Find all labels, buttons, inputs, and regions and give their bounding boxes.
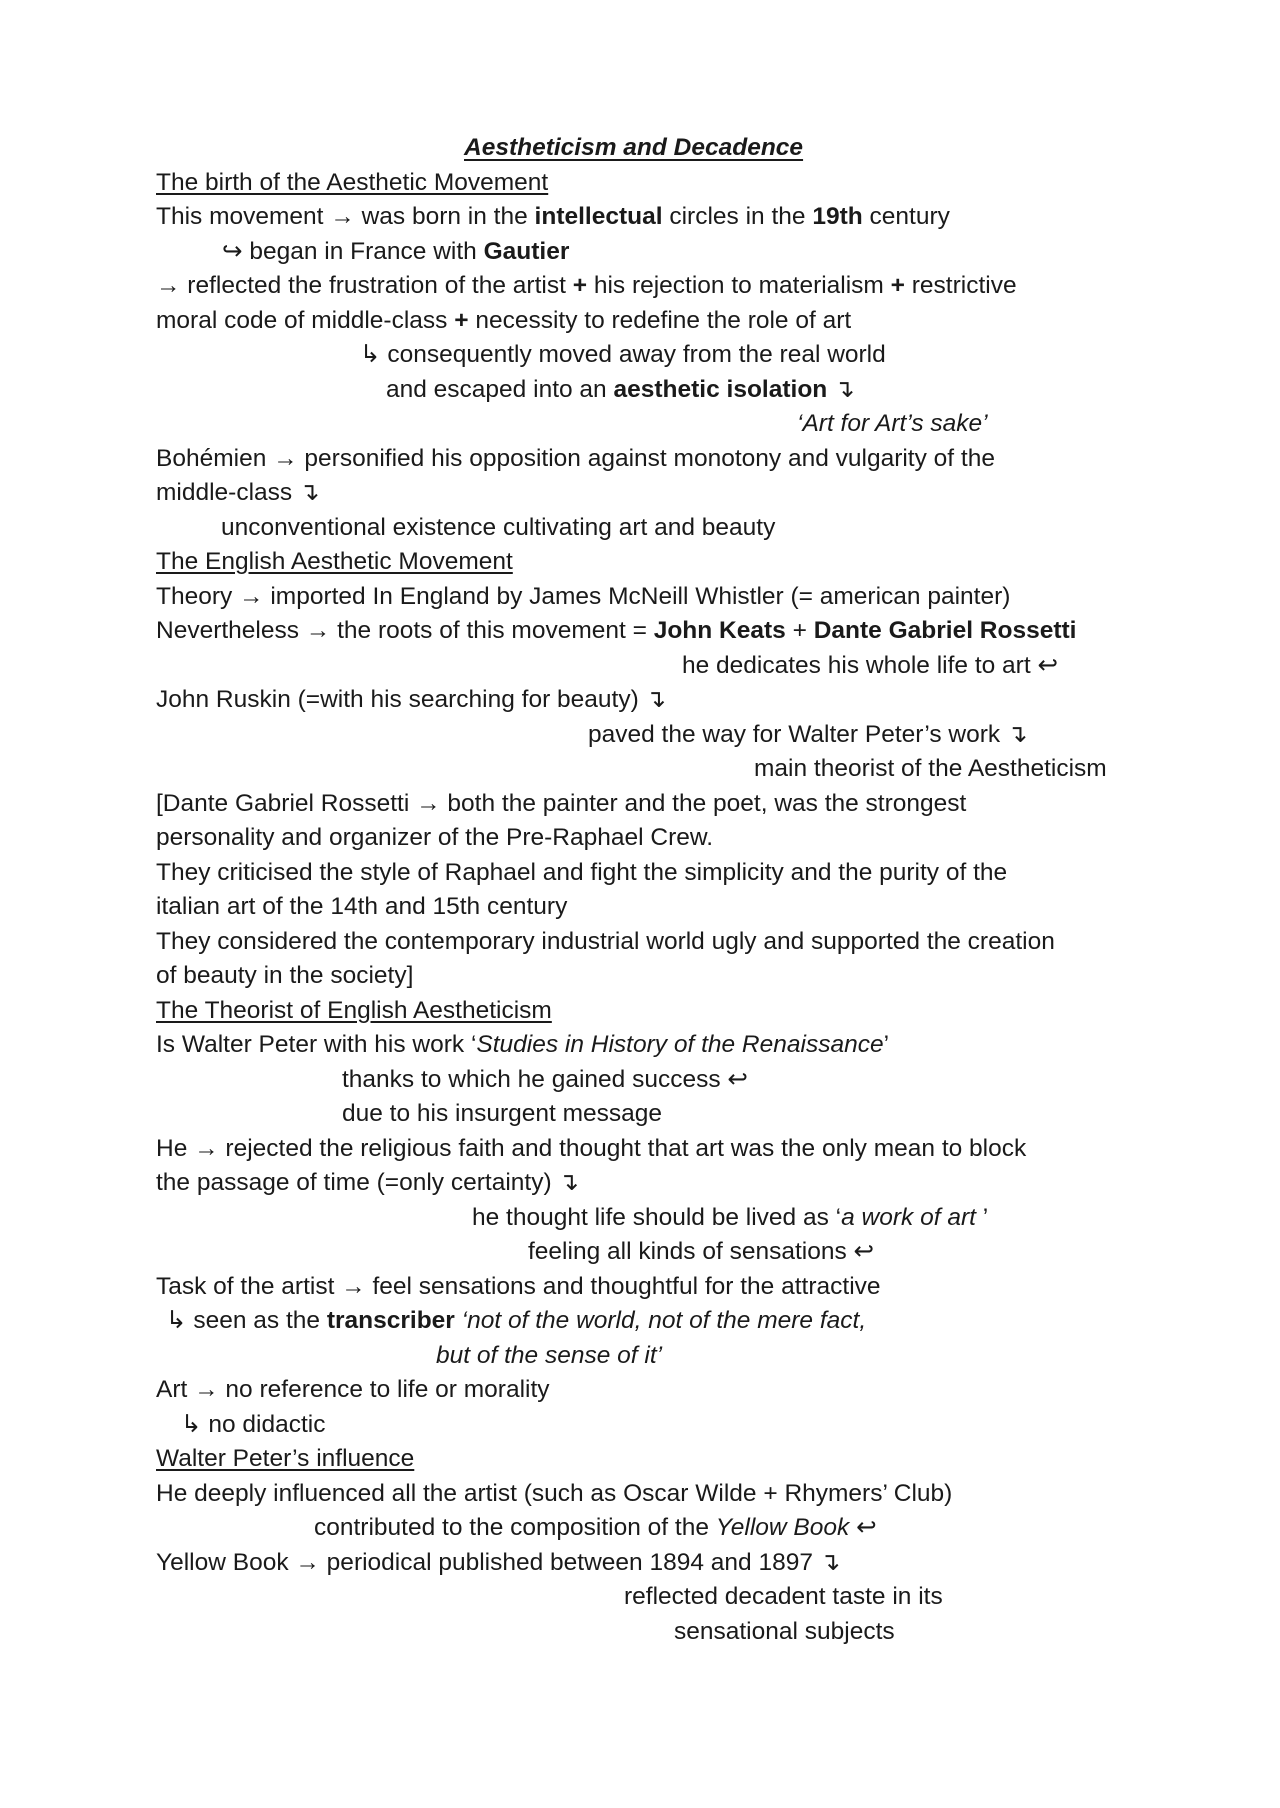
text-line <box>156 1134 1026 1164</box>
text-run: Task of the artist → feel sensations and thoughtful for the attractive <box>156 1273 881 1300</box>
text-run: The birth of the Aesthetic Movement <box>156 169 549 196</box>
text-line <box>156 478 320 508</box>
text-line <box>156 1548 840 1578</box>
text-line <box>156 858 1007 888</box>
text-line <box>797 409 988 439</box>
bold-text: + <box>454 307 469 334</box>
text-run: ↴ <box>827 376 855 403</box>
text-run: Art → no reference to life or morality <box>156 1376 550 1403</box>
section-heading <box>156 996 552 1026</box>
text-line <box>166 1306 866 1336</box>
text-run: he dedicates his whole life to art ↩ <box>682 652 1058 679</box>
text-run: unconventional existence cultivating art and beauty <box>221 514 776 541</box>
text-run: Aestheticism and Decadence <box>464 134 804 161</box>
text-line <box>156 1030 889 1060</box>
text-run: of beauty in the society] <box>156 962 414 989</box>
bold-text: John Keats <box>653 617 786 644</box>
italic-text: ‘not of the world, not of the mere fact, <box>461 1307 867 1334</box>
text-run: ↳ seen as the <box>166 1307 327 1334</box>
text-run: Yellow Book → periodical published between 1894 and 1897 ↴ <box>156 1549 841 1576</box>
text-run: They considered the contemporary industrial world ugly and supported the creation <box>156 928 1055 955</box>
text-line <box>156 961 413 991</box>
text-run: personality and organizer of the Pre-Raphael Crew. <box>156 824 714 851</box>
text-line <box>156 444 995 474</box>
text-run: + <box>785 617 814 644</box>
text-run: reflected decadent taste in its <box>624 1583 943 1610</box>
text-run: He → rejected the religious faith and thought that art was the only mean to block <box>156 1135 1027 1162</box>
text-run: contributed to the composition of the <box>314 1514 716 1541</box>
text-line <box>156 1168 579 1198</box>
italic-text: Yellow Book <box>715 1514 850 1541</box>
text-run: his rejection to materialism <box>587 272 891 299</box>
text-line <box>342 1099 662 1129</box>
text-run: ’ <box>883 1031 890 1058</box>
text-run: This movement → was born in the <box>156 203 535 230</box>
text-line <box>156 927 1055 957</box>
text-run: They criticised the style of Raphael and fight the simplicity and the purity of the <box>156 859 1008 886</box>
text-run: ↳ consequently moved away from the real world <box>360 341 886 368</box>
text-run: Walter Peter’s influence <box>156 1445 415 1472</box>
bold-text: + <box>572 272 588 299</box>
text-run: Theory → imported In England by James McNeill Whistler (= american painter) <box>156 583 1011 610</box>
text-line <box>222 237 569 267</box>
text-run: italian art of the 14th and 15th century <box>156 893 568 920</box>
text-run: necessity to redefine the role of art <box>468 307 852 334</box>
text-line <box>156 823 713 853</box>
text-line <box>754 754 1107 784</box>
text-run <box>455 1307 462 1334</box>
text-run: ↪ began in France with <box>222 238 484 265</box>
text-line <box>436 1341 662 1371</box>
text-line <box>624 1582 943 1612</box>
text-run: century <box>862 203 950 230</box>
text-run: restrictive <box>904 272 1017 299</box>
text-run: feeling all kinds of sensations ↩ <box>528 1238 875 1265</box>
text-run: main theorist of the Aestheticism <box>754 755 1107 782</box>
text-line <box>156 582 1010 612</box>
text-run: ’ <box>975 1204 989 1231</box>
text-line <box>156 1375 550 1405</box>
section-heading <box>156 1444 414 1474</box>
text-run: [Dante Gabriel Rossetti → both the painter and the poet, was the strongest <box>156 790 967 817</box>
text-run: He deeply influenced all the artist (such as Oscar Wilde + Rhymers’ Club) <box>156 1480 953 1507</box>
text-run: middle-class ↴ <box>156 479 320 506</box>
italic-text: ‘Art for Art’s sake’ <box>797 410 988 437</box>
text-line <box>314 1513 877 1543</box>
bold-text: + <box>890 272 905 299</box>
text-line <box>682 651 1058 681</box>
text-run: The Theorist of English Aestheticism <box>156 997 552 1024</box>
text-line <box>528 1237 874 1267</box>
text-run: Is Walter Peter with his work ‘ <box>156 1031 477 1058</box>
text-line <box>156 306 851 336</box>
text-line <box>156 1272 881 1302</box>
text-line <box>156 202 950 232</box>
text-run: moral code of middle-class <box>156 307 455 334</box>
bold-text: transcriber <box>326 1307 455 1334</box>
bold-text: Gautier <box>483 238 570 265</box>
text-run: John Ruskin (=with his searching for beauty) ↴ <box>156 686 667 713</box>
text-line <box>472 1203 988 1233</box>
text-line <box>156 789 966 819</box>
bold-text: aesthetic isolation <box>613 376 828 403</box>
text-run: Bohémien → personified his opposition against monotony and vulgarity of the <box>156 445 995 472</box>
text-run: sensational subjects <box>674 1618 895 1645</box>
text-run: paved the way for Walter Peter’s work ↴ <box>588 721 1028 748</box>
bold-text: Dante Gabriel Rossetti <box>813 617 1077 644</box>
text-line <box>342 1065 748 1095</box>
italic-text: a work of art <box>841 1204 976 1231</box>
section-heading <box>156 547 513 577</box>
text-line <box>156 892 567 922</box>
text-run: ↳ no didactic <box>181 1411 326 1438</box>
document-title <box>464 133 803 163</box>
text-run: The English Aesthetic Movement <box>156 548 513 575</box>
text-line <box>221 513 775 543</box>
section-heading <box>156 168 548 198</box>
text-run: Nevertheless → the roots of this movement = <box>156 617 654 644</box>
text-run: he thought life should be lived as ‘ <box>472 1204 842 1231</box>
bold-text: intellectual <box>534 203 663 230</box>
text-run: → reflected the frustration of the artist <box>156 272 573 299</box>
italic-text: Studies in History of the Renaissance <box>476 1031 884 1058</box>
text-run: circles in the <box>662 203 813 230</box>
text-line <box>156 271 1017 301</box>
text-line <box>156 1479 952 1509</box>
text-line <box>588 720 1027 750</box>
text-line <box>156 616 1076 646</box>
text-line <box>360 340 886 370</box>
text-line <box>386 375 855 405</box>
text-line <box>181 1410 325 1440</box>
text-run: ↩ <box>849 1514 877 1541</box>
text-run: the passage of time (=only certainty) ↴ <box>156 1169 579 1196</box>
text-run: and escaped into an <box>386 376 614 403</box>
text-run: due to his insurgent message <box>342 1100 663 1127</box>
text-run: thanks to which he gained success ↩ <box>342 1066 748 1093</box>
italic-text: but of the sense of it’ <box>436 1342 663 1369</box>
text-line <box>674 1617 895 1647</box>
text-line <box>156 685 666 715</box>
bold-text: 19th <box>812 203 863 230</box>
